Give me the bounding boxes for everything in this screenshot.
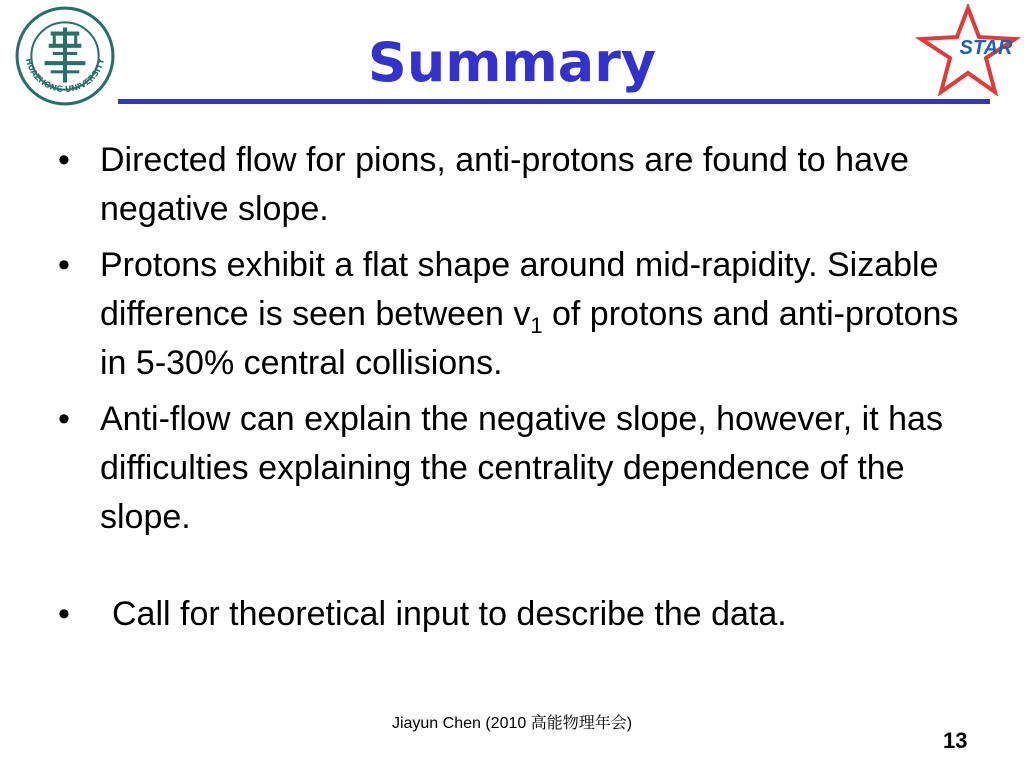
star-logo-icon	[915, 4, 1021, 96]
logo-text: HUAZHONG UNIVERSITY	[23, 57, 107, 95]
bullet-text-part: of protons and anti-protons in 5-30% central collisions.	[100, 295, 959, 382]
bullet-marker: •	[58, 141, 70, 179]
bullet-text: Anti-flow can explain the negative slope, however, it has difficulties explaining the centrality dependence of the slope.	[100, 400, 943, 536]
bullet-text: Directed flow for pions, anti-protons are found to have negative slope.	[100, 141, 909, 228]
page-number: 13	[943, 728, 968, 753]
list-item	[58, 241, 978, 388]
subscript: 1	[530, 313, 543, 338]
list-item	[58, 395, 978, 542]
slide-title: Summary	[367, 31, 657, 94]
bullet-text-part: Protons exhibit a flat shape around mid-rapidity. Sizable difference is seen between v	[100, 246, 939, 333]
bullet-marker: •	[58, 246, 70, 284]
list-item	[58, 590, 978, 639]
list-item	[58, 136, 978, 234]
footer-author: Jiayun Chen (2010 高能物理年会)	[391, 715, 633, 732]
title-underline	[118, 99, 990, 104]
bullet-text: Call for theoretical input to describe the data.	[112, 595, 787, 633]
bullet-text	[100, 246, 958, 382]
star-logo-text: STAR	[959, 37, 1013, 59]
bullet-marker: •	[58, 400, 70, 438]
summary-bullet-list	[58, 136, 978, 646]
bullet-marker: •	[58, 595, 70, 633]
